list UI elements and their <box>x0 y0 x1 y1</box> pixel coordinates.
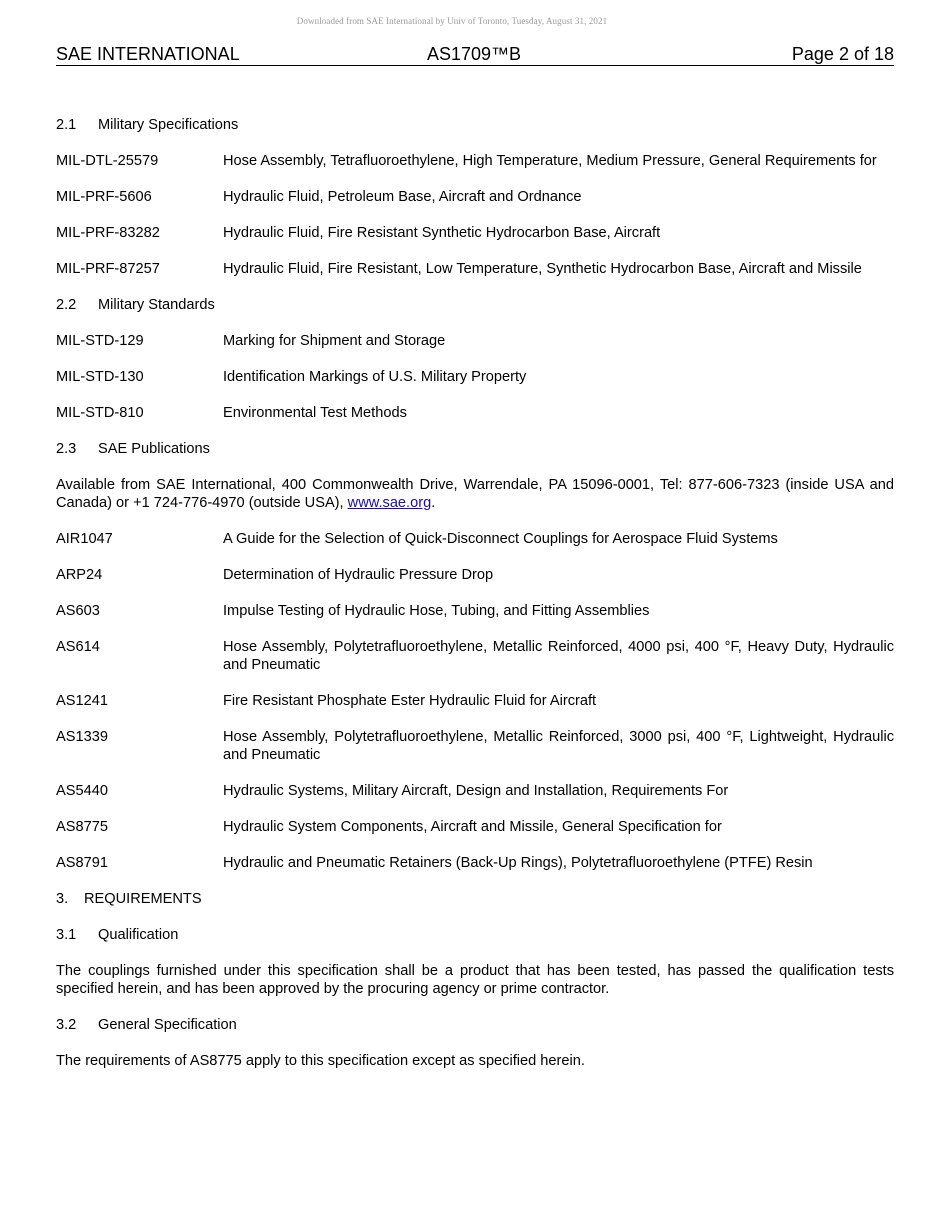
reference-code: MIL-PRF-87257 <box>56 261 160 277</box>
sae-availability-paragraph <box>56 476 894 512</box>
reference-code: ARP24 <box>56 567 103 583</box>
reference-entry <box>56 368 894 386</box>
section-number: 3. <box>56 891 69 907</box>
section-heading-2-2 <box>56 296 894 314</box>
reference-entry <box>56 602 894 620</box>
download-watermark: Downloaded from SAE International by Univ of Toronto, Tuesday, August 31, 2021 <box>296 16 608 26</box>
reference-description: Impulse Testing of Hydraulic Hose, Tubing, and Fitting Assemblies <box>223 603 650 619</box>
reference-code: MIL-PRF-83282 <box>56 225 160 241</box>
availability-text: Available from SAE International, 400 Commonwealth Drive, Warrendale, PA 15096-0001, Tel: 877-606-7323 (inside USA and Canada) or +1 724-776-4970 (outside USA), <box>56 477 894 511</box>
reference-entry <box>56 152 894 170</box>
reference-code: AS603 <box>56 603 100 619</box>
section-title: SAE Publications <box>98 441 210 457</box>
section-heading-3-1 <box>56 926 894 944</box>
section-number: 2.2 <box>56 297 77 313</box>
reference-code: MIL-PRF-5606 <box>56 189 152 205</box>
reference-code: MIL-DTL-25579 <box>56 153 159 169</box>
reference-description: Hose Assembly, Polytetrafluoroethylene, Metallic Reinforced, 4000 psi, 400 °F, Heavy Duty, Hydraulic and Pneumatic <box>223 639 894 673</box>
reference-code: AS8775 <box>56 819 108 835</box>
reference-code: AS8791 <box>56 855 108 871</box>
section-number: 2.3 <box>56 441 77 457</box>
reference-code: AS5440 <box>56 783 108 799</box>
reference-description: Identification Markings of U.S. Military Property <box>223 369 527 385</box>
header-document-number: AS1709™B <box>427 44 522 64</box>
reference-description: Hydraulic Fluid, Petroleum Base, Aircraft and Ordnance <box>223 189 582 205</box>
reference-entry <box>56 530 894 548</box>
section-title: Military Standards <box>98 297 215 313</box>
reference-code: AS1339 <box>56 729 108 745</box>
reference-entry <box>56 854 894 872</box>
reference-entry <box>56 638 894 674</box>
reference-description: Hose Assembly, Tetrafluoroethylene, High Temperature, Medium Pressure, General Requirements for <box>223 153 877 169</box>
reference-entry <box>56 404 894 422</box>
header-page-number: Page 2 of 18 <box>791 44 894 64</box>
section-heading-2-1 <box>56 116 894 134</box>
section-heading-3-2 <box>56 1016 894 1034</box>
section-heading-3 <box>56 890 894 908</box>
sae-website-link[interactable]: www.sae.org <box>347 495 432 511</box>
reference-description: Marking for Shipment and Storage <box>223 333 446 349</box>
reference-code: MIL-STD-129 <box>56 333 144 349</box>
reference-description: A Guide for the Selection of Quick-Disconnect Couplings for Aerospace Fluid Systems <box>223 531 778 547</box>
section-number: 3.1 <box>56 927 77 943</box>
reference-entry <box>56 188 894 206</box>
reference-entry <box>56 782 894 800</box>
page-header <box>56 43 894 66</box>
reference-entry <box>56 332 894 350</box>
reference-entry <box>56 566 894 584</box>
reference-description: Hydraulic Systems, Military Aircraft, Design and Installation, Requirements For <box>223 783 729 799</box>
reference-code: AS614 <box>56 639 100 655</box>
reference-entry <box>56 818 894 836</box>
reference-description: Hydraulic Fluid, Fire Resistant Synthetic Hydrocarbon Base, Aircraft <box>223 225 661 241</box>
section-title: General Specification <box>98 1017 237 1033</box>
reference-description: Fire Resistant Phosphate Ester Hydraulic Fluid for Aircraft <box>223 693 597 709</box>
reference-description: Hose Assembly, Polytetrafluoroethylene, Metallic Reinforced, 3000 psi, 400 °F, Lightweight, Hydraulic and Pneumatic <box>223 729 894 763</box>
reference-entry <box>56 728 894 764</box>
reference-description: Hydraulic Fluid, Fire Resistant, Low Temperature, Synthetic Hydrocarbon Base, Aircraft and Missile <box>223 261 862 277</box>
reference-entry <box>56 260 894 278</box>
reference-entry <box>56 692 894 710</box>
header-organization: SAE INTERNATIONAL <box>56 44 240 64</box>
reference-description: Hydraulic and Pneumatic Retainers (Back-Up Rings), Polytetrafluoroethylene (PTFE) Resin <box>223 855 813 871</box>
reference-code: MIL-STD-130 <box>56 369 144 385</box>
section-number: 2.1 <box>56 117 77 133</box>
reference-description: Determination of Hydraulic Pressure Drop <box>223 567 494 583</box>
reference-code: AS1241 <box>56 693 108 709</box>
general-specification-paragraph: The requirements of AS8775 apply to this specification except as specified herein. <box>56 1053 585 1069</box>
section-heading-2-3 <box>56 440 894 458</box>
section-title: REQUIREMENTS <box>84 891 202 907</box>
qualification-paragraph: The couplings furnished under this specification shall be a product that has been tested, has passed the qualification tests specified herein, and has been approved by the procuring agency or prime contractor. <box>56 963 894 997</box>
reference-code: AIR1047 <box>56 531 113 547</box>
availability-end: . <box>431 495 436 511</box>
section-number: 3.2 <box>56 1017 77 1033</box>
section-title: Qualification <box>98 927 179 943</box>
section-title: Military Specifications <box>98 117 239 133</box>
reference-description: Hydraulic System Components, Aircraft and Missile, General Specification for <box>223 819 722 835</box>
reference-entry <box>56 224 894 242</box>
document-body <box>56 116 894 1088</box>
reference-code: MIL-STD-810 <box>56 405 144 421</box>
reference-description: Environmental Test Methods <box>223 405 407 421</box>
